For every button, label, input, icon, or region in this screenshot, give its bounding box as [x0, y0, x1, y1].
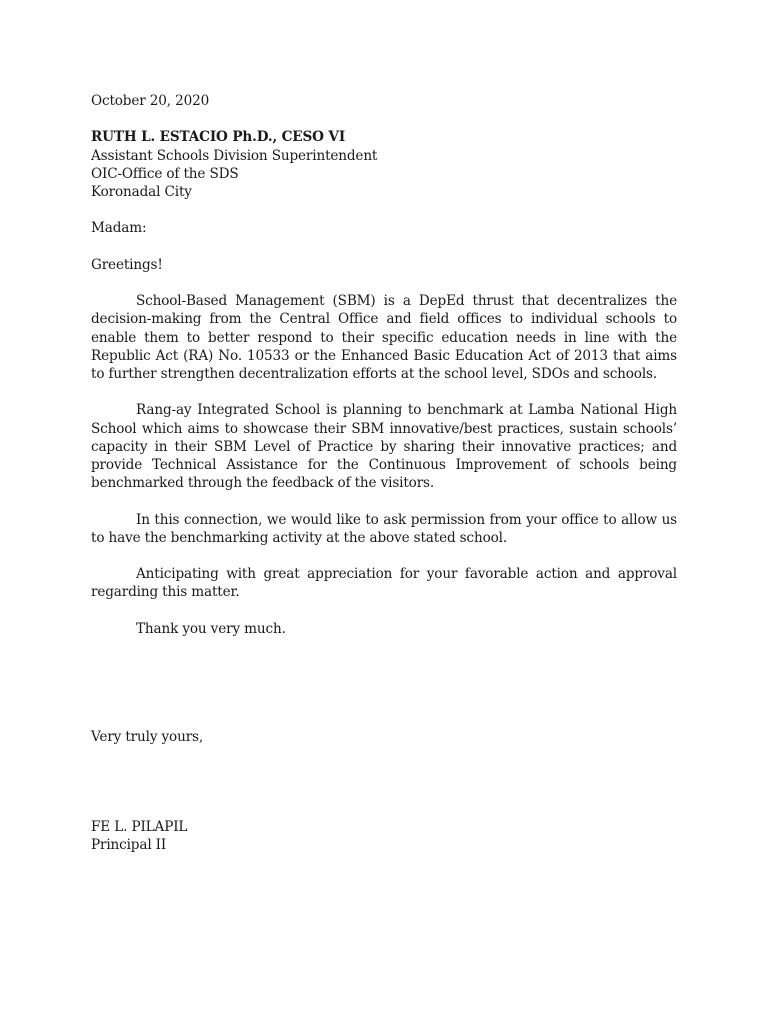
- paragraph-sbm: School-Based Management (SBM) is a DepEd thrust that decentralizes the decision-making from the Central Office and field offices to individual schools to enable them to better respond to their specific education needs in line with the Republic Act (RA) No. 10533 or the Enhanced Basic Education Act of 2013 that aims to further strengthen decentralization efforts at the school level, SDOs and schools.: [91, 293, 677, 382]
- addressee-city: Koronadal City: [91, 184, 192, 200]
- spacer: [91, 746, 677, 818]
- spacer: [91, 383, 677, 401]
- signatory-name: FE L. PILAPIL: [91, 819, 188, 836]
- salutation: Madam:: [91, 220, 147, 237]
- spacer: [91, 274, 677, 292]
- paragraph-permission: In this connection, we would like to ask permission from your office to allow us to have the benchmarking activity at the above stated school.: [91, 511, 677, 546]
- paragraph-thanks: Thank you very much.: [136, 620, 286, 637]
- signatory-position: Principal II: [91, 837, 167, 854]
- spacer: [91, 492, 677, 510]
- signature-block: [91, 818, 677, 854]
- spacer: [91, 602, 677, 620]
- spacer: [91, 638, 677, 728]
- addressee-title: Assistant Schools Division Superintendent: [91, 147, 378, 164]
- spacer: [91, 201, 677, 219]
- letter-body: [91, 92, 677, 855]
- spacer: [91, 110, 677, 128]
- spacer: [91, 238, 677, 256]
- addressee-name: RUTH L. ESTACIO Ph.D., CESO VI: [91, 129, 346, 146]
- paragraph-benchmark: Rang-ay Integrated School is planning to benchmark at Lamba National High School which aims to showcase their SBM innovative/best practices, sustain schools’ capacity in their SBM Level of Practice by sharing their innovative practices; and provide Technical Assistance for the Continuous Improvement of schools being benchmarked through the feedback of the visitors.: [91, 402, 677, 492]
- paragraph-appreciation: Anticipating with great appreciation for your favorable action and approval regarding this matter.: [91, 566, 677, 601]
- greeting: Greetings!: [91, 256, 163, 273]
- spacer: [91, 547, 677, 565]
- addressee-office: OIC-Office of the SDS: [91, 165, 239, 182]
- letter-date: October 20, 2020: [91, 93, 210, 109]
- addressee-block: [91, 128, 677, 201]
- closing: Very truly yours,: [91, 728, 204, 745]
